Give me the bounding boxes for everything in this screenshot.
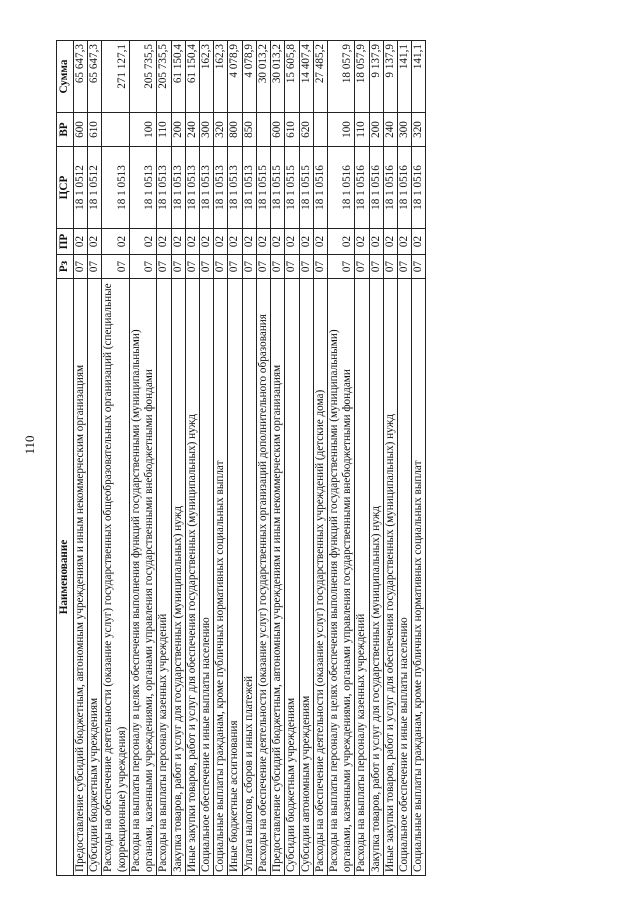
cell-rz: 07 xyxy=(313,255,327,279)
cell-sum: 205 735,5 xyxy=(129,41,156,113)
table-row xyxy=(185,41,199,876)
cell-sum: 141,1 xyxy=(398,41,412,113)
cell-csr: 18 1 0512 xyxy=(74,147,88,229)
cell-csr: 18 1 0516 xyxy=(412,147,426,229)
table-row xyxy=(355,41,369,876)
cell-csr: 18 1 0516 xyxy=(313,147,327,229)
cell-csr: 18 1 0512 xyxy=(88,147,102,229)
cell-sum: 205 735,5 xyxy=(157,41,171,113)
cell-name: Расходы на выплаты персоналу казенных учреждений xyxy=(355,279,369,876)
cell-vr: 610 xyxy=(285,113,299,147)
cell-pr: 02 xyxy=(398,229,412,255)
cell-vr: 110 xyxy=(355,113,369,147)
table-row xyxy=(102,41,129,876)
cell-vr: 620 xyxy=(299,113,313,147)
cell-csr: 18 1 0515 xyxy=(256,147,270,229)
cell-pr: 02 xyxy=(256,229,270,255)
cell-name: Субсидии автономным учреждениям xyxy=(299,279,313,876)
cell-name: Предоставление субсидий бюджетным, автономным учреждениям и иным некоммерческим организациям xyxy=(74,279,88,876)
cell-csr: 18 1 0515 xyxy=(299,147,313,229)
cell-csr: 18 1 0513 xyxy=(171,147,185,229)
cell-pr: 02 xyxy=(242,229,256,255)
cell-rz: 07 xyxy=(299,255,313,279)
cell-pr: 02 xyxy=(214,229,228,255)
table-row xyxy=(285,41,299,876)
cell-csr: 18 1 0513 xyxy=(102,147,129,229)
cell-sum: 15 605,8 xyxy=(285,41,299,113)
cell-rz: 07 xyxy=(412,255,426,279)
cell-csr: 18 1 0513 xyxy=(129,147,156,229)
cell-name: Субсидии бюджетным учреждениям xyxy=(285,279,299,876)
table-row xyxy=(398,41,412,876)
table-row xyxy=(271,41,285,876)
cell-pr: 02 xyxy=(171,229,185,255)
cell-vr: 850 xyxy=(242,113,256,147)
cell-name: Предоставление субсидий бюджетным, автономным учреждениям и иным некоммерческим организациям xyxy=(271,279,285,876)
cell-name: Закупка товаров, работ и услуг для государственных (муниципальных) нужд xyxy=(369,279,383,876)
cell-rz: 07 xyxy=(214,255,228,279)
cell-name: Расходы на выплаты персоналу в целях обеспечения выполнения функций государственными (муниципальными) органами, казенными учреждениями, органами управления государственными внебюджетными фондами xyxy=(327,279,354,876)
table-row xyxy=(171,41,185,876)
cell-sum: 30 013,2 xyxy=(256,41,270,113)
cell-rz: 07 xyxy=(242,255,256,279)
cell-csr: 18 1 0513 xyxy=(214,147,228,229)
header-pr: ПР xyxy=(57,229,74,255)
cell-rz: 07 xyxy=(228,255,242,279)
cell-rz: 07 xyxy=(74,255,88,279)
table-row xyxy=(88,41,102,876)
cell-pr: 02 xyxy=(88,229,102,255)
cell-pr: 02 xyxy=(102,229,129,255)
cell-sum: 65 647,3 xyxy=(88,41,102,113)
cell-name: Иные закупки товаров, работ и услуг для обеспечения государственных (муниципальных) нужд xyxy=(185,279,199,876)
page-number: 110 xyxy=(22,435,37,455)
cell-rz: 07 xyxy=(369,255,383,279)
table-row xyxy=(412,41,426,876)
cell-rz: 07 xyxy=(199,255,213,279)
cell-vr: 800 xyxy=(228,113,242,147)
cell-csr: 18 1 0516 xyxy=(355,147,369,229)
table-row xyxy=(313,41,327,876)
cell-vr xyxy=(102,113,129,147)
cell-pr: 02 xyxy=(129,229,156,255)
table-row xyxy=(129,41,156,876)
cell-name: Субсидии бюджетным учреждениям xyxy=(88,279,102,876)
table-row xyxy=(74,41,88,876)
cell-pr: 02 xyxy=(369,229,383,255)
table-row xyxy=(228,41,242,876)
cell-sum: 162,3 xyxy=(199,41,213,113)
cell-csr: 18 1 0513 xyxy=(199,147,213,229)
cell-name: Расходы на обеспечение деятельности (оказание услуг) государственных организаций дополнительного образования xyxy=(256,279,270,876)
cell-rz: 07 xyxy=(185,255,199,279)
cell-sum: 18 057,9 xyxy=(327,41,354,113)
header-vr: ВР xyxy=(57,113,74,147)
table-row xyxy=(214,41,228,876)
cell-vr: 110 xyxy=(157,113,171,147)
table-row xyxy=(199,41,213,876)
cell-name: Уплата налогов, сборов и иных платежей xyxy=(242,279,256,876)
cell-csr: 18 1 0513 xyxy=(185,147,199,229)
cell-vr: 300 xyxy=(398,113,412,147)
table-row xyxy=(383,41,397,876)
cell-sum: 4 078,9 xyxy=(228,41,242,113)
cell-rz: 07 xyxy=(327,255,354,279)
cell-name: Социальное обеспечение и иные выплаты населению xyxy=(199,279,213,876)
cell-csr: 18 1 0513 xyxy=(157,147,171,229)
cell-vr: 100 xyxy=(327,113,354,147)
cell-sum: 65 647,3 xyxy=(74,41,88,113)
cell-pr: 02 xyxy=(383,229,397,255)
cell-name: Расходы на выплаты персоналу в целях обеспечения выполнения функций государственными (муниципальными) органами, казенными учреждениями, органами управления государственными внебюджетными фондами xyxy=(129,279,156,876)
cell-pr: 02 xyxy=(285,229,299,255)
cell-rz: 07 xyxy=(383,255,397,279)
cell-pr: 02 xyxy=(185,229,199,255)
table-row xyxy=(256,41,270,876)
cell-pr: 02 xyxy=(74,229,88,255)
cell-pr: 02 xyxy=(271,229,285,255)
budget-table xyxy=(56,40,426,876)
header-csr: ЦСР xyxy=(57,147,74,229)
cell-rz: 07 xyxy=(256,255,270,279)
cell-name: Расходы на выплаты персоналу казенных учреждений xyxy=(157,279,171,876)
cell-rz: 07 xyxy=(129,255,156,279)
cell-vr xyxy=(313,113,327,147)
rotated-page-content xyxy=(56,41,584,876)
cell-sum: 4 078,9 xyxy=(242,41,256,113)
cell-sum: 61 150,4 xyxy=(171,41,185,113)
table-row xyxy=(299,41,313,876)
cell-name: Социальное обеспечение и иные выплаты населению xyxy=(398,279,412,876)
cell-name: Социальные выплаты гражданам, кроме публичных нормативных социальных выплат xyxy=(214,279,228,876)
table-row xyxy=(327,41,354,876)
cell-rz: 07 xyxy=(102,255,129,279)
cell-csr: 18 1 0516 xyxy=(383,147,397,229)
header-name: Наименование xyxy=(57,279,74,876)
cell-vr xyxy=(256,113,270,147)
cell-pr: 02 xyxy=(157,229,171,255)
cell-pr: 02 xyxy=(299,229,313,255)
cell-sum: 27 485,2 xyxy=(313,41,327,113)
cell-csr: 18 1 0515 xyxy=(271,147,285,229)
cell-vr: 320 xyxy=(214,113,228,147)
cell-pr: 02 xyxy=(412,229,426,255)
cell-csr: 18 1 0516 xyxy=(369,147,383,229)
cell-rz: 07 xyxy=(171,255,185,279)
cell-name: Социальные выплаты гражданам, кроме публичных нормативных социальных выплат xyxy=(412,279,426,876)
cell-sum: 162,3 xyxy=(214,41,228,113)
table-header-row xyxy=(57,41,74,876)
cell-vr: 300 xyxy=(199,113,213,147)
cell-vr: 600 xyxy=(271,113,285,147)
table-row xyxy=(157,41,171,876)
cell-vr: 600 xyxy=(74,113,88,147)
cell-sum: 271 127,1 xyxy=(102,41,129,113)
table-row xyxy=(369,41,383,876)
cell-pr: 02 xyxy=(199,229,213,255)
cell-vr: 610 xyxy=(88,113,102,147)
cell-vr: 200 xyxy=(369,113,383,147)
cell-sum: 14 407,4 xyxy=(299,41,313,113)
cell-vr: 240 xyxy=(383,113,397,147)
cell-name: Иные закупки товаров, работ и услуг для обеспечения государственных (муниципальных) нужд xyxy=(383,279,397,876)
cell-sum: 18 057,9 xyxy=(355,41,369,113)
cell-pr: 02 xyxy=(313,229,327,255)
cell-rz: 07 xyxy=(157,255,171,279)
cell-pr: 02 xyxy=(228,229,242,255)
table-row xyxy=(242,41,256,876)
cell-rz: 07 xyxy=(271,255,285,279)
cell-csr: 18 1 0513 xyxy=(228,147,242,229)
cell-csr: 18 1 0516 xyxy=(327,147,354,229)
cell-name: Расходы на обеспечение деятельности (оказание услуг) государственных учреждений (детские дома) xyxy=(313,279,327,876)
cell-vr: 240 xyxy=(185,113,199,147)
cell-pr: 02 xyxy=(327,229,354,255)
cell-pr: 02 xyxy=(355,229,369,255)
cell-sum: 9 137,9 xyxy=(369,41,383,113)
cell-sum: 141,1 xyxy=(412,41,426,113)
cell-rz: 07 xyxy=(285,255,299,279)
cell-sum: 9 137,9 xyxy=(383,41,397,113)
cell-vr: 320 xyxy=(412,113,426,147)
cell-csr: 18 1 0515 xyxy=(285,147,299,229)
cell-sum: 30 013,2 xyxy=(271,41,285,113)
cell-name: Иные бюджетные ассигнования xyxy=(228,279,242,876)
table-body xyxy=(74,41,426,876)
header-rz: Рз xyxy=(57,255,74,279)
cell-name: Расходы на обеспечение деятельности (оказание услуг) государственных общеобразовательных организаций (специальные (коррекционные) учреждения) xyxy=(102,279,129,876)
cell-vr: 200 xyxy=(171,113,185,147)
cell-sum: 61 150,4 xyxy=(185,41,199,113)
cell-csr: 18 1 0513 xyxy=(242,147,256,229)
cell-name: Закупка товаров, работ и услуг для государственных (муниципальных) нужд xyxy=(171,279,185,876)
cell-rz: 07 xyxy=(88,255,102,279)
header-sum: Сумма xyxy=(57,41,74,113)
cell-rz: 07 xyxy=(398,255,412,279)
cell-csr: 18 1 0516 xyxy=(398,147,412,229)
cell-vr: 100 xyxy=(129,113,156,147)
cell-rz: 07 xyxy=(355,255,369,279)
